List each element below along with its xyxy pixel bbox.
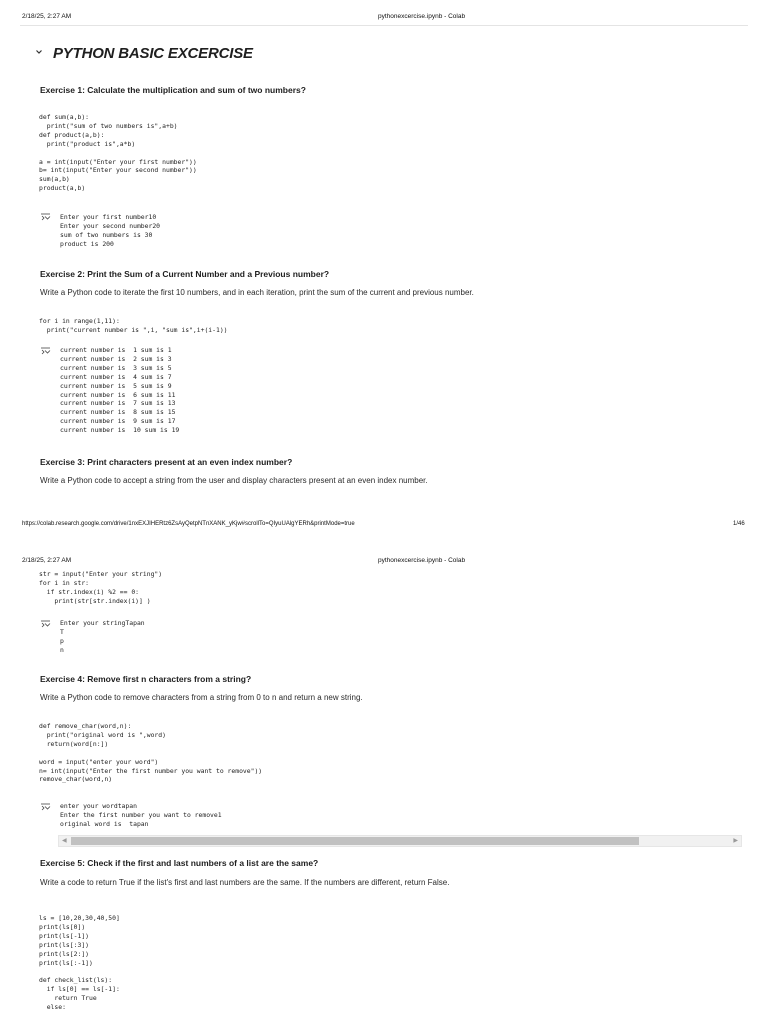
exercise-2-description: Write a Python code to iterate the first 10 numbers, and in each iteration, print the sum of the current and previous number. <box>40 288 474 297</box>
exercise-5-title: Exercise 5: Check if the first and last numbers of a list are the same? <box>40 858 319 868</box>
exercise-4-code-cell[interactable]: def remove_char(word,n): print("original word is ",word) return(word[n:]) word = input("enter your word") n= int(input("Enter the first number you want to remove")) remove_char(word,n) <box>39 722 263 784</box>
page1-header-date: 2/18/25, 2:27 AM <box>22 13 72 20</box>
scroll-left-arrow-icon[interactable]: ◀ <box>62 837 67 844</box>
exercise-1-code-cell[interactable]: def sum(a,b): print("sum of two numbers is",a+b) def product(a,b): print("product is",a*b) a = int(input("Enter your first number")) b= int(input("Enter your second number")) sum(a,b) product(a,b) <box>39 113 197 193</box>
page1-footer-url[interactable]: https://colab.research.google.com/drive/1nxEXJIHERtz6ZsAyQetpNTnXANK_yKjw#scrollTo=QIyuUAlgYERh&printMode=true <box>22 521 355 527</box>
exercise-3-title: Exercise 3: Print characters present at an even index number? <box>40 457 293 467</box>
exercise-4-output: enter your wordtapan Enter the first number you want to remove1 original word is tapan <box>60 802 222 828</box>
exercise-3-description: Write a Python code to accept a string from the user and display characters present at an even index number. <box>40 476 428 485</box>
section-title: PYTHON BASIC EXCERCISE <box>53 45 253 62</box>
output-toggle-icon[interactable] <box>40 620 51 628</box>
exercise-4-title: Exercise 4: Remove first n characters from a string? <box>40 674 252 684</box>
output-horizontal-scrollbar[interactable] <box>58 835 742 847</box>
page2-header-date: 2/18/25, 2:27 AM <box>22 557 72 564</box>
output-toggle-icon[interactable] <box>40 803 51 811</box>
exercise-2-output: current number is 1 sum is 1 current number is 2 sum is 3 current number is 3 sum is 5 current number is 4 sum is 7 current number is 5 sum is 9 current number is 6 sum is 11 current number is 7 sum is 13 current number is 8 sum is 15 current number is 9 sum is 17 current number is 10 sum is 19 <box>60 346 180 435</box>
page1-footer-page-number: 1/46 <box>733 521 745 527</box>
exercise-2-code-cell[interactable]: for i in range(1,11): print("current number is ",i, "sum is",i+(i-1)) <box>39 317 228 334</box>
exercise-3-code-cell[interactable]: str = input("Enter your string") for i in str: if str.index(i) %2 == 0: print(str[str.index(i)] ) <box>39 570 163 605</box>
output-toggle-icon[interactable] <box>40 347 51 355</box>
exercise-1-output: Enter your first number10 Enter your second number20 sum of two numbers is 30 product is 200 <box>60 213 161 248</box>
exercise-5-code-cell[interactable]: ls = [10,20,30,40,50] print(ls[0]) print(ls[-1]) print(ls[:3]) print(ls[2:]) print(ls[:-1]) def check_list(ls): if ls[0] == ls[-1]: return True else: <box>39 914 120 1012</box>
page2-header-title: pythonexcercise.ipynb - Colab <box>378 557 466 564</box>
page1-header-title: pythonexcercise.ipynb - Colab <box>378 13 466 20</box>
exercise-1-title: Exercise 1: Calculate the multiplication and sum of two numbers? <box>40 85 306 95</box>
exercise-3-output: Enter your stringTapan T p n <box>60 619 145 654</box>
exercise-2-title: Exercise 2: Print the Sum of a Current Number and a Previous number? <box>40 269 330 279</box>
output-toggle-icon[interactable] <box>40 213 51 221</box>
scrollbar-thumb[interactable] <box>71 837 639 845</box>
page1-header-divider <box>20 25 748 26</box>
exercise-5-description: Write a code to return True if the list's first and last numbers are the same. If the numbers are different, return False. <box>40 878 450 887</box>
chevron-down-icon[interactable] <box>35 48 43 56</box>
exercise-4-description: Write a Python code to remove characters from a string from 0 to n and return a new string. <box>40 693 363 702</box>
scroll-right-arrow-icon[interactable]: ▶ <box>733 837 738 844</box>
